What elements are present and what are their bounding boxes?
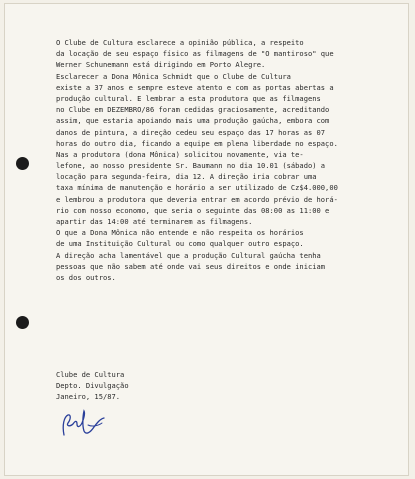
body-line: e lembrou a produtora que deveria entrar em acordo prévio de horá- [56, 194, 338, 204]
sender-name: Clube de Cultura [56, 370, 125, 379]
letter-date: Janeiro, 15/87. [56, 392, 121, 402]
letter-closing [56, 369, 129, 403]
body-line: pessoas que não sabem até onde vai seus direitos e onde iniciam [56, 261, 326, 271]
handwritten-signature [58, 405, 114, 443]
body-line: O Clube de Cultura esclarece a opinião pública, a respeito [56, 38, 304, 47]
punch-hole-bottom [16, 316, 29, 329]
body-line: no Clube em DEZEMBRO/86 foram cedidas graciosamente, acreditando [56, 105, 330, 115]
body-line: os dos outros. [56, 272, 116, 282]
body-line: lefone, ao nosso presidente Sr. Baumann no dia 10.01 (sábado) a [56, 161, 326, 171]
body-line: Esclarecer a Dona Mônica Schmidt que o Clube de Cultura [56, 71, 291, 81]
body-line: A direção acha lamentável que a produção Cultural gaúcha tenha [56, 250, 321, 260]
letter-body [56, 37, 383, 283]
body-line: produção cultural. E lembrar a esta produtora que as filmagens [56, 93, 321, 103]
body-line: locação para segunda-feira, dia 12. A direção iria cobrar uma [56, 172, 317, 182]
body-line: assim, que estaria apoiando mais uma produção gaúcha, embora com [56, 116, 330, 126]
body-line: Werner Schunemann está dirigindo em Porto Alegre. [56, 60, 266, 70]
body-line: taxa mínima de manutenção e horário a ser utilizado de Cz$4.000,00 [56, 183, 338, 193]
body-line: da locação de seu espaço físico as filmagens de "O mantiroso" que [56, 49, 334, 59]
body-line: danos de pintura, a direção cedeu seu espaço das 17 horas as 07 [56, 127, 326, 137]
body-line: Nas a produtora (dona Mônica) solicitou novamente, via te- [56, 149, 304, 159]
body-line: rio com nosso economo, que seria o seguinte das 08:00 as 11:00 e [56, 205, 330, 215]
body-line: horas do outro dia, ficando a equipe em plena liberdade no espaço. [56, 138, 338, 148]
sender-department: Depto. Divulgação [56, 381, 129, 391]
body-line: O que a Dona Mônica não entende e não respeita os horários [56, 228, 304, 238]
body-line: existe a 37 anos e sempre esteve atento e com as portas abertas a [56, 82, 334, 92]
body-line: de uma Instituição Cultural ou como qualquer outro espaço. [56, 239, 304, 249]
body-line: apartir das 14:00 até terminarem as filmagens. [56, 217, 253, 226]
punch-hole-top [16, 157, 29, 170]
